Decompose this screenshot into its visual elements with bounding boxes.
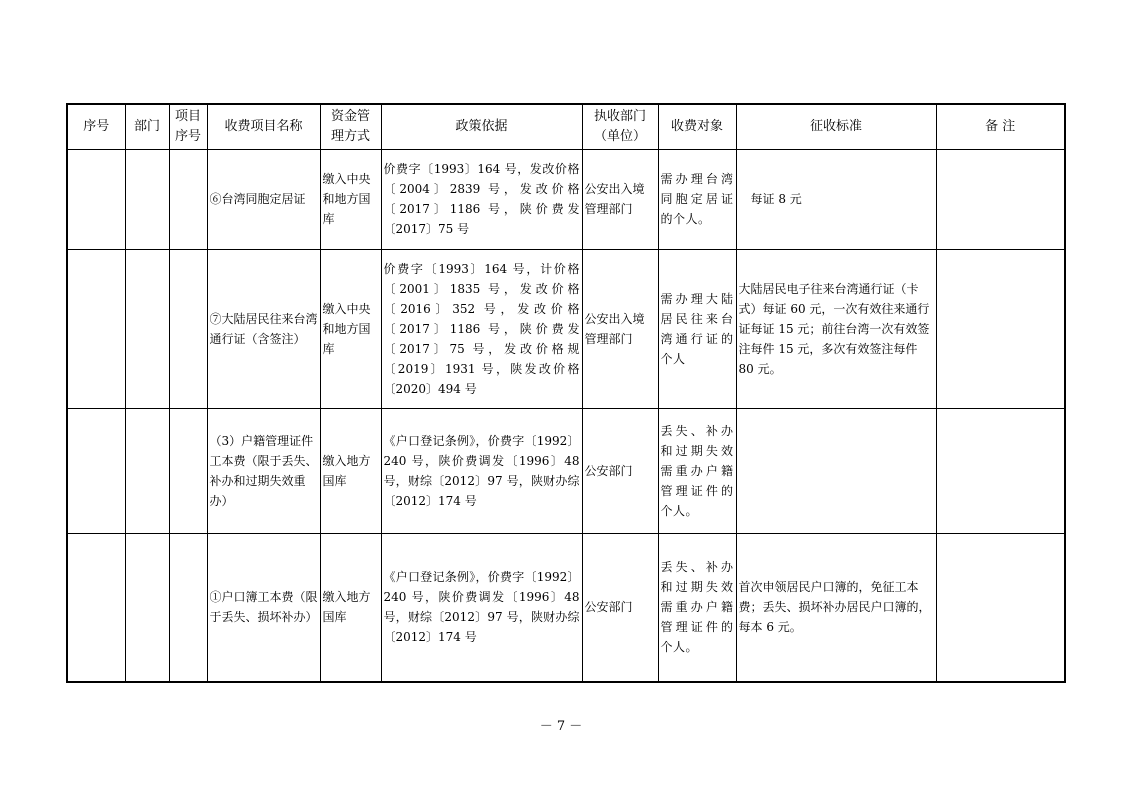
cell-agency: 公安部门 — [582, 408, 658, 533]
cell-target: 需办理大陆居民往来台湾通行证的个人 — [658, 249, 736, 408]
cell-item-name: ⑥台湾同胞定居证 — [207, 149, 320, 249]
table-row — [67, 149, 1065, 249]
fee-table — [66, 103, 1066, 683]
table-row — [67, 408, 1065, 533]
cell-item-name: （3）户籍管理证件工本费（限于丢失、补办和过期失效重办） — [207, 408, 320, 533]
header-standard: 征收标准 — [736, 104, 936, 149]
cell-seq — [67, 408, 125, 533]
header-target: 收费对象 — [658, 104, 736, 149]
cell-agency: 公安部门 — [582, 533, 658, 682]
cell-note — [936, 249, 1065, 408]
cell-item-name: ①户口簿工本费（限于丢失、损坏补办） — [207, 533, 320, 682]
cell-seq — [67, 533, 125, 682]
header-seq: 序号 — [67, 104, 125, 149]
table-row — [67, 533, 1065, 682]
cell-target: 丢失、补办和过期失效需重办户籍管理证件的个人。 — [658, 533, 736, 682]
cell-standard — [736, 408, 936, 533]
cell-agency: 公安出入境管理部门 — [582, 249, 658, 408]
cell-item-seq — [169, 408, 207, 533]
header-row — [67, 104, 1065, 149]
cell-item-name: ⑦大陆居民往来台湾通行证（含签注） — [207, 249, 320, 408]
cell-fund-mgmt: 缴入地方国库 — [320, 408, 381, 533]
cell-item-seq — [169, 533, 207, 682]
header-note: 备 注 — [936, 104, 1065, 149]
cell-note — [936, 533, 1065, 682]
cell-standard: 大陆居民电子往来台湾通行证（卡式）每证 60 元，一次有效往来通行证每证 15 元；前往台湾一次有效签注每件 15 元，多次有效签注每件 80 元。 — [736, 249, 936, 408]
cell-seq — [67, 249, 125, 408]
cell-fund-mgmt: 缴入中央和地方国库 — [320, 149, 381, 249]
cell-policy-basis: 《户口登记条例》，价费字〔1992〕240 号，陕价费调发〔1996〕48 号，财综〔2012〕97 号，陕财办综〔2012〕174 号 — [381, 533, 582, 682]
cell-dept — [125, 149, 169, 249]
header-item-seq: 项目 序号 — [169, 104, 207, 149]
cell-dept — [125, 408, 169, 533]
cell-fund-mgmt: 缴入地方国库 — [320, 533, 381, 682]
cell-item-seq — [169, 249, 207, 408]
cell-item-seq — [169, 149, 207, 249]
cell-target: 丢失、补办和过期失效需重办户籍管理证件的个人。 — [658, 408, 736, 533]
cell-standard: 每证 8 元 — [736, 149, 936, 249]
header-policy-basis: 政策依据 — [381, 104, 582, 149]
header-fund-mgmt: 资金管 理方式 — [320, 104, 381, 149]
table-row — [67, 249, 1065, 408]
header-agency: 执收部门 （单位） — [582, 104, 658, 149]
page-number: － 7 － — [539, 719, 583, 734]
cell-fund-mgmt: 缴入中央和地方国库 — [320, 249, 381, 408]
cell-note — [936, 408, 1065, 533]
cell-note — [936, 149, 1065, 249]
header-dept: 部门 — [125, 104, 169, 149]
cell-agency: 公安出入境管理部门 — [582, 149, 658, 249]
cell-seq — [67, 149, 125, 249]
cell-dept — [125, 533, 169, 682]
cell-target: 需办理台湾同胞定居证的个人。 — [658, 149, 736, 249]
cell-policy-basis: 价费字〔1993〕164 号，计价格〔2001〕1835 号，发改价格〔2016〕352 号，发改价格〔2017〕1186 号，陕价费发〔2017〕75 号，发改价格规〔2019〕1931 号，陕发改价格〔2020〕494 号 — [381, 249, 582, 408]
cell-policy-basis: 《户口登记条例》，价费字〔1992〕240 号，陕价费调发〔1996〕48 号，财综〔2012〕97 号，陕财办综〔2012〕174 号 — [381, 408, 582, 533]
cell-standard: 首次申领居民户口簿的，免征工本费；丢失、损坏补办居民户口簿的，每本 6 元。 — [736, 533, 936, 682]
cell-dept — [125, 249, 169, 408]
header-item-name: 收费项目名称 — [207, 104, 320, 149]
cell-policy-basis: 价费字〔1993〕164 号，发改价格〔2004〕2839 号，发改价格〔2017〕1186 号，陕价费发〔2017〕75 号 — [381, 149, 582, 249]
